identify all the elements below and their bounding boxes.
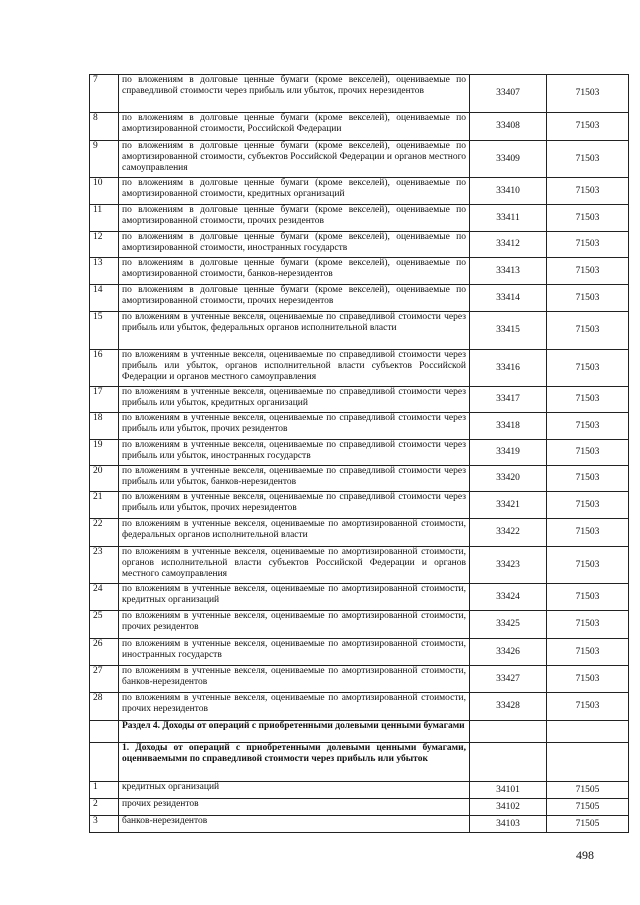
table-row bbox=[90, 584, 629, 611]
row-account: 71503 bbox=[547, 75, 629, 113]
row-account bbox=[547, 743, 629, 782]
row-number: 15 bbox=[90, 312, 119, 350]
row-number: 10 bbox=[90, 178, 119, 205]
row-description: прочих резидентов bbox=[119, 799, 470, 816]
table-row bbox=[90, 693, 629, 721]
table-body bbox=[90, 75, 629, 833]
table-row bbox=[90, 519, 629, 547]
row-account: 71503 bbox=[547, 466, 629, 492]
table-row bbox=[90, 350, 629, 387]
row-code: 33422 bbox=[470, 519, 547, 547]
row-account: 71503 bbox=[547, 232, 629, 258]
row-number: 13 bbox=[90, 258, 119, 285]
row-code: 33417 bbox=[470, 387, 547, 413]
row-number: 3 bbox=[90, 816, 119, 833]
row-code: 33409 bbox=[470, 141, 547, 178]
row-account: 71503 bbox=[547, 178, 629, 205]
table-row bbox=[90, 816, 629, 833]
row-description: по вложениям в учтенные векселя, оцениваемые по справедливой стоимости через прибыль или убыток, банков-нерезидентов bbox=[119, 466, 470, 492]
row-description: по вложениям в учтенные векселя, оцениваемые по справедливой стоимости через прибыль или убыток, органов исполнительной власти субъектов Российской Федерации и органов местного самоуправления bbox=[119, 350, 470, 387]
row-account: 71503 bbox=[547, 519, 629, 547]
row-account: 71503 bbox=[547, 113, 629, 141]
row-code: 33423 bbox=[470, 547, 547, 584]
row-number: 9 bbox=[90, 141, 119, 178]
table-row bbox=[90, 75, 629, 113]
table-row bbox=[90, 113, 629, 141]
row-number: 7 bbox=[90, 75, 119, 113]
row-description: по вложениям в долговые ценные бумаги (кроме векселей), оцениваемые по амортизированной стоимости, банков-нерезидентов bbox=[119, 258, 470, 285]
page-number: 498 bbox=[576, 848, 594, 862]
row-number: 14 bbox=[90, 285, 119, 312]
row-description: по вложениям в долговые ценные бумаги (кроме векселей), оцениваемые по амортизированной стоимости, иностранных государств bbox=[119, 232, 470, 258]
row-number: 16 bbox=[90, 350, 119, 387]
row-account: 71503 bbox=[547, 547, 629, 584]
row-number: 20 bbox=[90, 466, 119, 492]
row-description: 1. Доходы от операций с приобретенными долевыми ценными бумагами, оцениваемыми по справедливой стоимости через прибыль или убыток bbox=[119, 743, 470, 782]
row-description: банков-нерезидентов bbox=[119, 816, 470, 833]
row-number: 25 bbox=[90, 611, 119, 639]
row-code: 33416 bbox=[470, 350, 547, 387]
row-code: 33420 bbox=[470, 466, 547, 492]
row-account: 71503 bbox=[547, 285, 629, 312]
row-number: 8 bbox=[90, 113, 119, 141]
row-number bbox=[90, 743, 119, 782]
row-account: 71503 bbox=[547, 387, 629, 413]
row-account: 71503 bbox=[547, 205, 629, 232]
row-number: 17 bbox=[90, 387, 119, 413]
row-description: по вложениям в долговые ценные бумаги (кроме векселей), оцениваемые по амортизированной стоимости, Российской Федерации bbox=[119, 113, 470, 141]
table-row bbox=[90, 466, 629, 492]
row-description: по вложениям в долговые ценные бумаги (кроме векселей), оцениваемые по справедливой стоимости через прибыль или убыток, прочих нерезидентов bbox=[119, 75, 470, 113]
row-number: 19 bbox=[90, 440, 119, 466]
row-code: 34102 bbox=[470, 799, 547, 816]
table-row bbox=[90, 782, 629, 799]
table-row bbox=[90, 258, 629, 285]
row-code: 33421 bbox=[470, 492, 547, 519]
row-account: 71503 bbox=[547, 141, 629, 178]
account-codes-table bbox=[89, 74, 629, 833]
row-code: 33407 bbox=[470, 75, 547, 113]
row-number: 2 bbox=[90, 799, 119, 816]
row-description: по вложениям в учтенные векселя, оцениваемые по амортизированной стоимости, банков-нерезидентов bbox=[119, 666, 470, 693]
row-description: по вложениям в учтенные векселя, оцениваемые по справедливой стоимости через прибыль или убыток, федеральных органов исполнительной власти bbox=[119, 312, 470, 350]
row-number: 21 bbox=[90, 492, 119, 519]
row-account: 71503 bbox=[547, 666, 629, 693]
row-code: 33411 bbox=[470, 205, 547, 232]
table-row bbox=[90, 666, 629, 693]
row-code: 33419 bbox=[470, 440, 547, 466]
row-description: по вложениям в учтенные векселя, оцениваемые по амортизированной стоимости, кредитных организаций bbox=[119, 584, 470, 611]
table-row bbox=[90, 721, 629, 743]
row-code: 33414 bbox=[470, 285, 547, 312]
table-row bbox=[90, 178, 629, 205]
row-account bbox=[547, 721, 629, 743]
table-row bbox=[90, 232, 629, 258]
row-description: по вложениям в учтенные векселя, оцениваемые по амортизированной стоимости, федеральных органов исполнительной власти bbox=[119, 519, 470, 547]
row-code: 33410 bbox=[470, 178, 547, 205]
row-number: 18 bbox=[90, 413, 119, 440]
row-code: 33428 bbox=[470, 693, 547, 721]
row-account: 71503 bbox=[547, 639, 629, 666]
table-row bbox=[90, 285, 629, 312]
row-code: 33427 bbox=[470, 666, 547, 693]
row-description: по вложениям в учтенные векселя, оцениваемые по амортизированной стоимости, прочих нерезидентов bbox=[119, 693, 470, 721]
row-account: 71503 bbox=[547, 693, 629, 721]
row-code: 33408 bbox=[470, 113, 547, 141]
row-number: 22 bbox=[90, 519, 119, 547]
row-description: по вложениям в долговые ценные бумаги (кроме векселей), оцениваемые по амортизированной стоимости, кредитных организаций bbox=[119, 178, 470, 205]
table-row bbox=[90, 440, 629, 466]
table-row bbox=[90, 141, 629, 178]
table-row bbox=[90, 387, 629, 413]
row-account: 71503 bbox=[547, 492, 629, 519]
table-row bbox=[90, 492, 629, 519]
row-description: по вложениям в учтенные векселя, оцениваемые по справедливой стоимости через прибыль или убыток, прочих нерезидентов bbox=[119, 492, 470, 519]
row-account: 71503 bbox=[547, 312, 629, 350]
row-description: кредитных организаций bbox=[119, 782, 470, 799]
row-number: 26 bbox=[90, 639, 119, 666]
row-code: 33425 bbox=[470, 611, 547, 639]
row-code: 33424 bbox=[470, 584, 547, 611]
row-account: 71503 bbox=[547, 413, 629, 440]
row-number: 12 bbox=[90, 232, 119, 258]
row-description: по вложениям в учтенные векселя, оцениваемые по амортизированной стоимости, органов исполнительной власти субъектов Российской Федерации и органов местного самоуправления bbox=[119, 547, 470, 584]
table-row bbox=[90, 413, 629, 440]
row-account: 71503 bbox=[547, 584, 629, 611]
table-row bbox=[90, 312, 629, 350]
row-account: 71505 bbox=[547, 816, 629, 833]
row-description: по вложениям в учтенные векселя, оцениваемые по амортизированной стоимости, прочих резидентов bbox=[119, 611, 470, 639]
row-account: 71505 bbox=[547, 799, 629, 816]
row-description: по вложениям в учтенные векселя, оцениваемые по справедливой стоимости через прибыль или убыток, кредитных организаций bbox=[119, 387, 470, 413]
row-number: 11 bbox=[90, 205, 119, 232]
row-description: по вложениям в долговые ценные бумаги (кроме векселей), оцениваемые по амортизированной стоимости, субъектов Российской Федерации и органов местного самоуправления bbox=[119, 141, 470, 178]
row-description: по вложениям в долговые ценные бумаги (кроме векселей), оцениваемые по амортизированной стоимости, прочих нерезидентов bbox=[119, 285, 470, 312]
row-account: 71505 bbox=[547, 782, 629, 799]
row-account: 71503 bbox=[547, 350, 629, 387]
table-row bbox=[90, 743, 629, 782]
row-account: 71503 bbox=[547, 611, 629, 639]
row-code: 33415 bbox=[470, 312, 547, 350]
row-description: Раздел 4. Доходы от операций с приобретенными долевыми ценными бумагами bbox=[119, 721, 470, 743]
row-number: 27 bbox=[90, 666, 119, 693]
table-row bbox=[90, 611, 629, 639]
row-description: по вложениям в учтенные векселя, оцениваемые по справедливой стоимости через прибыль или убыток, прочих резидентов bbox=[119, 413, 470, 440]
table-row bbox=[90, 547, 629, 584]
table-row bbox=[90, 205, 629, 232]
table-row bbox=[90, 639, 629, 666]
row-code: 33418 bbox=[470, 413, 547, 440]
row-number bbox=[90, 721, 119, 743]
row-number: 24 bbox=[90, 584, 119, 611]
row-description: по вложениям в учтенные векселя, оцениваемые по справедливой стоимости через прибыль или убыток, иностранных государств bbox=[119, 440, 470, 466]
row-code bbox=[470, 721, 547, 743]
row-account: 71503 bbox=[547, 258, 629, 285]
row-code: 33413 bbox=[470, 258, 547, 285]
row-code: 34103 bbox=[470, 816, 547, 833]
row-number: 23 bbox=[90, 547, 119, 584]
row-code: 34101 bbox=[470, 782, 547, 799]
row-code: 33412 bbox=[470, 232, 547, 258]
row-number: 1 bbox=[90, 782, 119, 799]
row-code bbox=[470, 743, 547, 782]
row-account: 71503 bbox=[547, 440, 629, 466]
row-number: 28 bbox=[90, 693, 119, 721]
row-description: по вложениям в учтенные векселя, оцениваемые по амортизированной стоимости, иностранных государств bbox=[119, 639, 470, 666]
table-row bbox=[90, 799, 629, 816]
row-description: по вложениям в долговые ценные бумаги (кроме векселей), оцениваемые по амортизированной стоимости, прочих резидентов bbox=[119, 205, 470, 232]
row-code: 33426 bbox=[470, 639, 547, 666]
